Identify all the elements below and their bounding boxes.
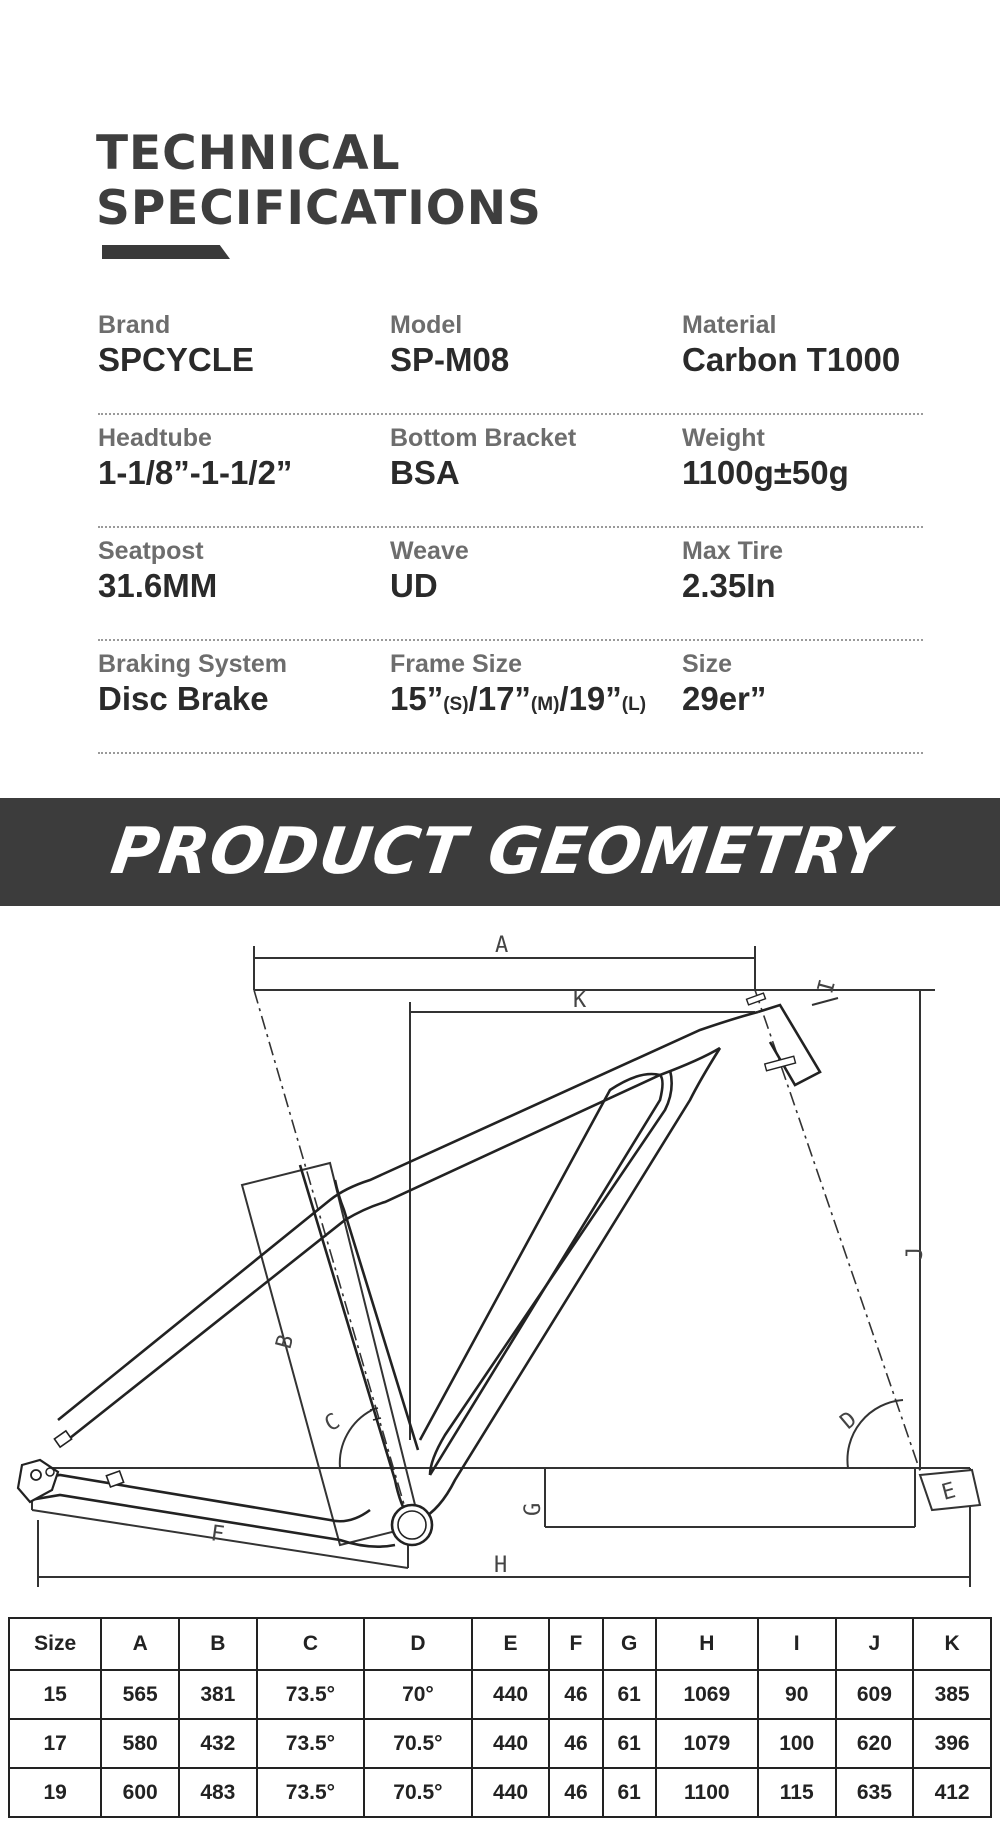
table-header: I <box>758 1618 836 1670</box>
table-cell: 412 <box>913 1768 991 1817</box>
spec-material <box>682 310 900 380</box>
table-cell: 635 <box>836 1768 914 1817</box>
table-cell: 432 <box>179 1719 257 1768</box>
spec-weave <box>390 536 469 606</box>
spec-wheel-size <box>682 649 766 719</box>
table-header: Size <box>9 1618 101 1670</box>
spec-label: Size <box>682 650 733 678</box>
spec-label: Material <box>682 311 777 339</box>
table-row <box>9 1719 991 1768</box>
angle-arc-c <box>340 1410 372 1468</box>
table-header: A <box>101 1618 179 1670</box>
spec-frame-size <box>390 649 646 725</box>
dim-label-i: I <box>813 977 842 997</box>
dim-label-f: F <box>209 1521 226 1548</box>
head-tube <box>758 1005 820 1085</box>
table-header: H <box>656 1618 758 1670</box>
dim-label-a: A <box>495 933 509 958</box>
table-header-row <box>9 1618 991 1670</box>
spec-value: UD <box>390 567 438 604</box>
table-header: E <box>472 1618 550 1670</box>
table-cell: 1100 <box>656 1768 758 1817</box>
spec-row <box>98 528 923 641</box>
table-cell: 73.5° <box>257 1719 365 1768</box>
frame-size-l: /19” <box>559 680 622 717</box>
table-cell: 580 <box>101 1719 179 1768</box>
spec-title <box>96 126 542 236</box>
table-cell: 46 <box>549 1719 602 1768</box>
frame-size-m-tag: (M) <box>530 694 560 715</box>
table-cell: 100 <box>758 1719 836 1768</box>
spec-model <box>390 310 509 380</box>
dim-box-b <box>242 1163 420 1545</box>
spec-title-line1: TECHNICAL <box>96 126 401 181</box>
frame-size-m: /17” <box>468 680 531 717</box>
table-cell: 73.5° <box>257 1768 365 1817</box>
spec-label: Braking System <box>98 650 287 678</box>
spec-value: 2.35In <box>682 567 776 604</box>
spec-value: SPCYCLE <box>98 341 254 378</box>
dim-label-d: D <box>835 1406 863 1435</box>
spec-row <box>98 415 923 528</box>
spec-value: Disc Brake <box>98 680 269 717</box>
table-header: C <box>257 1618 365 1670</box>
table-cell: 46 <box>549 1670 602 1719</box>
spec-weight <box>682 423 849 493</box>
dim-line-i <box>812 998 838 1005</box>
spec-value <box>390 679 646 725</box>
spec-value: SP-M08 <box>390 341 510 378</box>
table-cell: 396 <box>913 1719 991 1768</box>
dim-label-g: G <box>521 1502 546 1516</box>
table-cell: 440 <box>472 1719 550 1768</box>
table-row <box>9 1670 991 1719</box>
table-cell: 115 <box>758 1768 836 1817</box>
spec-label: Frame Size <box>390 650 523 678</box>
table-cell: 90 <box>758 1670 836 1719</box>
table-cell: 15 <box>9 1670 101 1719</box>
table-header: J <box>836 1618 914 1670</box>
spec-braking-system <box>98 649 287 719</box>
spec-bottom-bracket <box>390 423 576 493</box>
spec-value: BSA <box>390 454 460 491</box>
geometry-banner-title: PRODUCT GEOMETRY <box>106 815 894 889</box>
table-row <box>9 1768 991 1817</box>
table-header: F <box>549 1618 602 1670</box>
spec-label: Brand <box>98 311 171 339</box>
dim-label-j: J <box>903 1246 928 1260</box>
table-cell: 440 <box>472 1670 550 1719</box>
spec-value: 31.6MM <box>98 567 218 604</box>
frame-size-l-tag: (L) <box>621 694 647 715</box>
spec-label: Weave <box>390 537 469 565</box>
table-header: K <box>913 1618 991 1670</box>
dim-label-e: E <box>939 1478 959 1506</box>
table-cell: 46 <box>549 1768 602 1817</box>
table-cell: 70.5° <box>364 1768 472 1817</box>
table-cell: 483 <box>179 1768 257 1817</box>
spec-label: Bottom Bracket <box>390 424 577 452</box>
table-cell: 70° <box>364 1670 472 1719</box>
table-cell: 70.5° <box>364 1719 472 1768</box>
table-cell: 1079 <box>656 1719 758 1768</box>
spec-label: Headtube <box>98 424 212 452</box>
table-cell: 61 <box>603 1670 656 1719</box>
table-header: B <box>179 1618 257 1670</box>
spec-row <box>98 641 923 754</box>
angle-arc-d <box>847 1400 903 1468</box>
spec-label: Model <box>390 311 463 339</box>
table-cell: 1069 <box>656 1670 758 1719</box>
frame-size-s-tag: (S) <box>443 694 469 715</box>
spec-row <box>98 302 923 415</box>
spec-seatpost <box>98 536 217 606</box>
spec-label: Weight <box>682 424 765 452</box>
spec-value: 29er” <box>682 680 767 717</box>
table-cell: 17 <box>9 1719 101 1768</box>
down-tube <box>420 1048 720 1520</box>
table-cell: 609 <box>836 1670 914 1719</box>
table-cell: 381 <box>179 1670 257 1719</box>
table-cell: 565 <box>101 1670 179 1719</box>
spec-max-tire <box>682 536 783 606</box>
geometry-banner <box>0 798 1000 906</box>
frame-size-s: 15” <box>390 680 444 717</box>
spec-label: Max Tire <box>682 537 783 565</box>
table-cell: 61 <box>603 1719 656 1768</box>
table-cell: 440 <box>472 1768 550 1817</box>
table-cell: 385 <box>913 1670 991 1719</box>
frame-geometry-diagram <box>0 920 1000 1590</box>
dim-label-k: K <box>573 988 587 1013</box>
spec-value: 1100g±50g <box>682 454 849 491</box>
table-header: G <box>603 1618 656 1670</box>
table-cell: 600 <box>101 1768 179 1817</box>
title-underline <box>102 245 230 259</box>
spec-value: 1-1/8”-1-1/2” <box>98 454 293 491</box>
dim-label-h: H <box>494 1553 508 1578</box>
spec-headtube <box>98 423 292 493</box>
dim-label-b: B <box>271 1332 300 1352</box>
table-cell: 61 <box>603 1768 656 1817</box>
table-cell: 73.5° <box>257 1670 365 1719</box>
spec-label: Seatpost <box>98 537 204 565</box>
spec-value: Carbon T1000 <box>682 341 901 378</box>
table-header: D <box>364 1618 472 1670</box>
spec-title-line2: SPECIFICATIONS <box>96 181 542 236</box>
spec-grid <box>98 302 923 754</box>
spec-brand <box>98 310 254 380</box>
dim-label-c: C <box>320 1408 345 1438</box>
geometry-table <box>8 1617 992 1818</box>
table-cell: 620 <box>836 1719 914 1768</box>
table-cell: 19 <box>9 1768 101 1817</box>
